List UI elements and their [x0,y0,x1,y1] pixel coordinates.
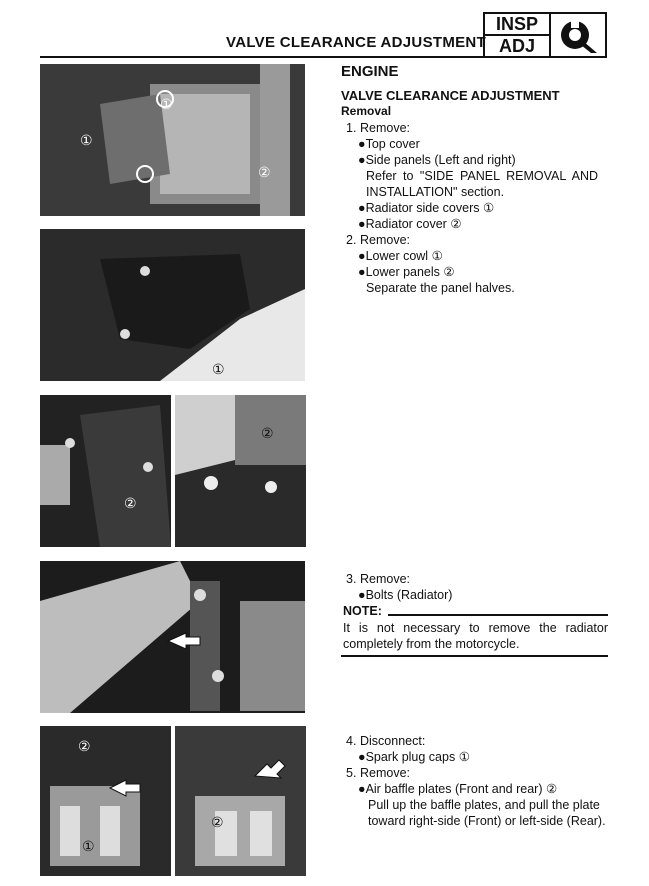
photo-callout: ① [212,361,225,377]
item-text: Radiator side covers [365,201,480,215]
item-text: Side panels (Left and right) [365,153,516,167]
item-text: Bolts (Radiator) [365,588,453,602]
photo-callout: ① [82,838,95,854]
photo-callout: ② [261,425,274,441]
page-header-title: VALVE CLEARANCE ADJUSTMENT [226,34,487,51]
section-title: ENGINE [341,63,399,80]
step-5-heading [346,765,410,781]
photo-side-panel-left [40,395,171,547]
photo-callout: ② [124,495,137,511]
list-item: ●Spark plug caps ① [358,750,470,764]
list-item: ●Bolts (Radiator) [358,588,453,602]
item-text: Radiator cover [365,217,447,231]
refer-line-2: INSTALLATION" section. [366,185,505,199]
list-item: ●Radiator side covers ① [358,201,495,215]
photo-lower-cowl [40,229,305,381]
badge-adj: ADJ [498,36,535,56]
step-1-heading [346,120,410,136]
step-label: Disconnect: [360,734,426,748]
photo-callout: ② [258,164,271,180]
note-title: NOTE: [343,604,382,618]
callout-marker: ② [450,217,462,231]
item-text: Top cover [365,137,420,151]
note-rule-top [388,614,608,616]
step-label: Remove: [360,233,411,247]
photo-side-panel-right [175,395,306,547]
callout-marker: ② [443,265,455,279]
photo-callout: ① [160,96,173,112]
badge-insp: INSP [485,14,549,36]
step-label: Remove: [360,766,411,780]
item-text: Spark plug caps [365,750,456,764]
list-item: ●Lower panels ② [358,265,455,279]
step-2-note: Separate the panel halves. [366,281,515,295]
list-item: ●Lower cowl ① [358,249,443,263]
step-label: Remove: [360,572,411,586]
callout-marker: ① [431,249,443,263]
note-text: It is not necessary to remove the radiator completely from the motorcycle. [343,621,608,651]
item-text: Lower panels [365,265,440,279]
photo-radiator-covers [40,64,305,216]
step-3-heading [346,571,410,587]
removal-heading: Removal [341,104,392,118]
item-text: Air baffle plates (Front and rear) [365,782,543,796]
wrench-icon [551,14,605,56]
step-5-line-2: toward right-side (Front) or left-side (Rear). [368,814,606,828]
callout-marker: ② [545,782,558,796]
photo-radiator-bolts [40,561,305,713]
step-number: 2. [346,233,357,247]
list-item: ●Air baffle plates (Front and rear) ② [358,782,558,796]
step-number: 4. [346,734,357,748]
callout-marker: ① [458,750,470,764]
photo-callout: ① [80,132,93,148]
photo-air-baffle-plates [175,726,306,876]
list-item: ●Top cover [358,137,420,151]
item-text: Lower cowl [365,249,429,263]
photo-spark-plug-caps [40,726,171,876]
step-number: 1. [346,121,357,135]
step-number: 5. [346,766,357,780]
badge-text-block [485,14,551,56]
refer-line-1: Refer to "SIDE PANEL REMOVAL AND [366,169,599,183]
list-item: ●Radiator cover ② [358,217,462,231]
note-rule-bottom [341,655,608,657]
section-subtitle: VALVE CLEARANCE ADJUSTMENT [341,88,560,103]
header-rule [40,56,483,58]
step-number: 3. [346,572,357,586]
step-5-line-1: Pull up the baffle plates, and pull the plate [368,798,600,812]
list-item: ●Side panels (Left and right) [358,153,516,167]
step-2-heading [346,232,410,248]
photo-callout: ② [211,814,224,830]
step-4-heading [346,733,425,749]
callout-marker: ① [483,201,495,215]
photo-callout: ② [78,738,91,754]
step-label: Remove: [360,121,411,135]
insp-adj-badge [483,12,607,58]
